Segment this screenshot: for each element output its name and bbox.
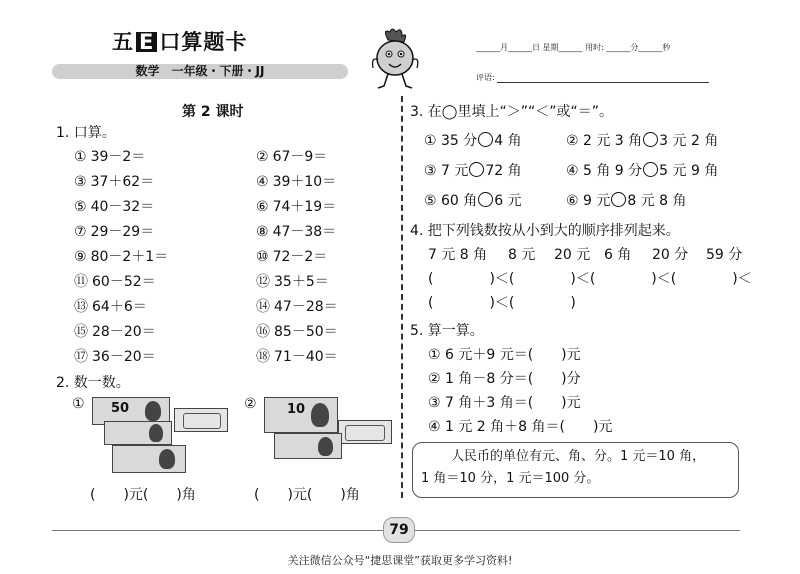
item-expression: 85－50＝ bbox=[274, 324, 338, 340]
page-number: 79 bbox=[383, 517, 415, 543]
item-number: ⑮ bbox=[74, 324, 88, 340]
compare-left: ⑥ 9 元 bbox=[566, 193, 611, 209]
item-expression: 40－32＝ bbox=[90, 199, 155, 215]
section2-title: 2. 数一数。 bbox=[56, 375, 130, 391]
brand-part3: 口算题卡 bbox=[159, 30, 248, 54]
item-expression: 47－28＝ bbox=[274, 299, 338, 315]
tip-line-2: 1 角＝10 分，1 元＝100 分。 bbox=[421, 471, 600, 486]
amount-item: 20 分 bbox=[652, 247, 689, 263]
section1-title: 1. 口算。 bbox=[56, 125, 116, 141]
oral-calc-item[interactable] bbox=[256, 146, 327, 166]
item-number: ⑦ bbox=[74, 224, 87, 240]
item-expression: 71－40＝ bbox=[274, 349, 338, 365]
date-time-line[interactable]: ______月______日 星期______ 用时: ______分______秒 bbox=[476, 43, 671, 52]
amount-item: 8 元 bbox=[508, 247, 536, 263]
compare-left: ① 35 分 bbox=[424, 133, 478, 149]
comment-field[interactable] bbox=[476, 72, 709, 83]
compare-left: ② 2 元 3 角 bbox=[566, 133, 643, 149]
amount-item: 20 元 bbox=[554, 247, 591, 263]
footnote: 关注微信公众号“捷思课堂”获取更多学习资料! bbox=[287, 554, 513, 567]
oral-calc-item[interactable] bbox=[74, 271, 156, 291]
brand-title bbox=[112, 26, 247, 56]
item-expression: 74＋19＝ bbox=[272, 199, 337, 215]
item-number: ⑯ bbox=[256, 324, 270, 340]
count-answer-2[interactable]: ( )元( )角 bbox=[254, 487, 360, 503]
oral-calc-item[interactable] bbox=[74, 246, 168, 266]
calc-item[interactable]: ③ 7 角＋3 角＝( )元 bbox=[428, 395, 581, 411]
banknote-pattern bbox=[183, 413, 221, 429]
oral-calc-item[interactable] bbox=[256, 221, 336, 241]
banknote-denomination: 50 bbox=[111, 401, 130, 416]
oral-calc-item[interactable] bbox=[74, 296, 147, 316]
column-divider bbox=[401, 96, 403, 498]
item-number: ⑨ bbox=[74, 249, 87, 265]
count-label-1: ① bbox=[72, 396, 85, 412]
banknote-small-jiao bbox=[338, 420, 392, 444]
oral-calc-item[interactable] bbox=[256, 196, 336, 216]
brand-logo-e: E bbox=[136, 32, 157, 52]
compare-right: 6 元 bbox=[494, 193, 522, 209]
item-number: ③ bbox=[74, 174, 87, 190]
amount-item: 7 元 8 角 bbox=[428, 247, 488, 263]
banknote-5-yuan bbox=[274, 433, 342, 459]
banknote-pattern bbox=[345, 425, 385, 441]
compare-item bbox=[424, 190, 522, 210]
answer-circle[interactable] bbox=[478, 192, 493, 207]
banknote-5-yuan bbox=[112, 445, 186, 473]
tip-box bbox=[412, 442, 739, 498]
item-expression: 64＋6＝ bbox=[92, 299, 147, 315]
banknote-10-yuan bbox=[264, 397, 338, 433]
item-number: ⑬ bbox=[74, 299, 88, 315]
portrait-icon bbox=[159, 449, 175, 469]
oral-calc-item[interactable] bbox=[256, 321, 338, 341]
item-number: ⑪ bbox=[74, 274, 88, 290]
item-expression: 39＋10＝ bbox=[272, 174, 337, 190]
lesson-title: 第 2 课时 bbox=[182, 104, 244, 120]
answer-circle[interactable] bbox=[611, 192, 626, 207]
brand-part1: 五 bbox=[112, 30, 134, 54]
portrait-icon bbox=[149, 424, 163, 442]
order-blanks-row2[interactable]: ( )＜( ) bbox=[428, 295, 576, 311]
item-expression: 35＋5＝ bbox=[274, 274, 329, 290]
item-number: ⑭ bbox=[256, 299, 270, 315]
item-number: ② bbox=[256, 149, 269, 165]
oral-calc-item[interactable] bbox=[256, 171, 336, 191]
oral-calc-item[interactable] bbox=[256, 271, 329, 291]
compare-item bbox=[566, 130, 718, 150]
oral-calc-item[interactable] bbox=[74, 346, 156, 366]
compare-right: 72 角 bbox=[485, 163, 522, 179]
portrait-icon bbox=[311, 403, 329, 427]
compare-left: ⑤ 60 角 bbox=[424, 193, 478, 209]
amount-item: 6 角 bbox=[604, 247, 632, 263]
item-number: ⑫ bbox=[256, 274, 270, 290]
oral-calc-item[interactable] bbox=[256, 296, 338, 316]
count-answer-1[interactable]: ( )元( )角 bbox=[90, 487, 196, 503]
compare-right: 3 元 2 角 bbox=[659, 133, 719, 149]
answer-circle[interactable] bbox=[469, 162, 484, 177]
item-expression: 39－2＝ bbox=[90, 149, 146, 165]
item-expression: 29－29＝ bbox=[90, 224, 155, 240]
compare-right: 4 角 bbox=[494, 133, 522, 149]
section3-title: 3. 在◯里填上“＞”“＜”或“＝”。 bbox=[410, 104, 613, 120]
item-number: ⑰ bbox=[74, 349, 88, 365]
oral-calc-item[interactable] bbox=[74, 146, 145, 166]
item-number: ⑩ bbox=[256, 249, 269, 265]
item-expression: 72－2＝ bbox=[272, 249, 328, 265]
item-number: ⑧ bbox=[256, 224, 269, 240]
answer-circle[interactable] bbox=[643, 162, 658, 177]
mascot-illustration bbox=[368, 26, 422, 94]
oral-calc-item[interactable] bbox=[74, 171, 154, 191]
compare-item bbox=[566, 190, 687, 210]
compare-item bbox=[566, 160, 718, 180]
item-number: ⑥ bbox=[256, 199, 269, 215]
subject-grade-bar: 数学 一年级・下册・JJ bbox=[52, 64, 348, 79]
compare-right: 5 元 9 角 bbox=[659, 163, 719, 179]
banknote-denomination: 10 bbox=[287, 402, 306, 417]
item-expression: 36－20＝ bbox=[92, 349, 156, 365]
compare-left: ④ 5 角 9 分 bbox=[566, 163, 643, 179]
item-expression: 37＋62＝ bbox=[90, 174, 155, 190]
item-expression: 28－20＝ bbox=[92, 324, 156, 340]
item-expression: 60－52＝ bbox=[92, 274, 156, 290]
item-number: ④ bbox=[256, 174, 269, 190]
item-number: ⑤ bbox=[74, 199, 87, 215]
oral-calc-item[interactable] bbox=[74, 321, 156, 341]
section5-title: 5. 算一算。 bbox=[410, 323, 484, 339]
calc-item[interactable]: ④ 1 元 2 角＋8 角＝( )元 bbox=[428, 419, 613, 435]
item-number: ⑱ bbox=[256, 349, 270, 365]
calc-item[interactable]: ② 1 角－8 分＝( )分 bbox=[428, 371, 581, 387]
compare-right: 8 元 8 角 bbox=[627, 193, 687, 209]
answer-circle[interactable] bbox=[643, 132, 658, 147]
portrait-icon bbox=[318, 437, 333, 456]
comment-line[interactable] bbox=[497, 74, 709, 83]
item-number: ① bbox=[74, 149, 87, 165]
oral-calc-item[interactable] bbox=[74, 221, 154, 241]
order-blanks-row1[interactable]: ( )＜( )＜( )＜( )＜ bbox=[428, 271, 752, 287]
section4-title: 4. 把下列钱数按从小到大的顺序排列起来。 bbox=[410, 223, 680, 239]
amount-item: 59 分 bbox=[706, 247, 743, 263]
oral-calc-item[interactable] bbox=[256, 246, 327, 266]
portrait-icon bbox=[145, 401, 161, 421]
oral-calc-item[interactable] bbox=[256, 346, 338, 366]
item-expression: 47－38＝ bbox=[272, 224, 337, 240]
count-label-2: ② bbox=[244, 396, 257, 412]
oral-calc-item[interactable] bbox=[74, 196, 154, 216]
item-expression: 80－2＋1＝ bbox=[90, 249, 169, 265]
compare-left: ③ 7 元 bbox=[424, 163, 469, 179]
item-expression: 67－9＝ bbox=[272, 149, 328, 165]
banknote-1-yuan bbox=[104, 421, 172, 445]
comment-label: 评语: bbox=[476, 73, 495, 82]
calc-item[interactable]: ① 6 元＋9 元＝( )元 bbox=[428, 347, 581, 363]
compare-item bbox=[424, 130, 522, 150]
compare-item bbox=[424, 160, 522, 180]
tip-line-1: 人民币的单位有元、角、分。1 元＝10 角， bbox=[451, 449, 706, 464]
banknote-small-jiao bbox=[174, 408, 228, 432]
answer-circle[interactable] bbox=[478, 132, 493, 147]
